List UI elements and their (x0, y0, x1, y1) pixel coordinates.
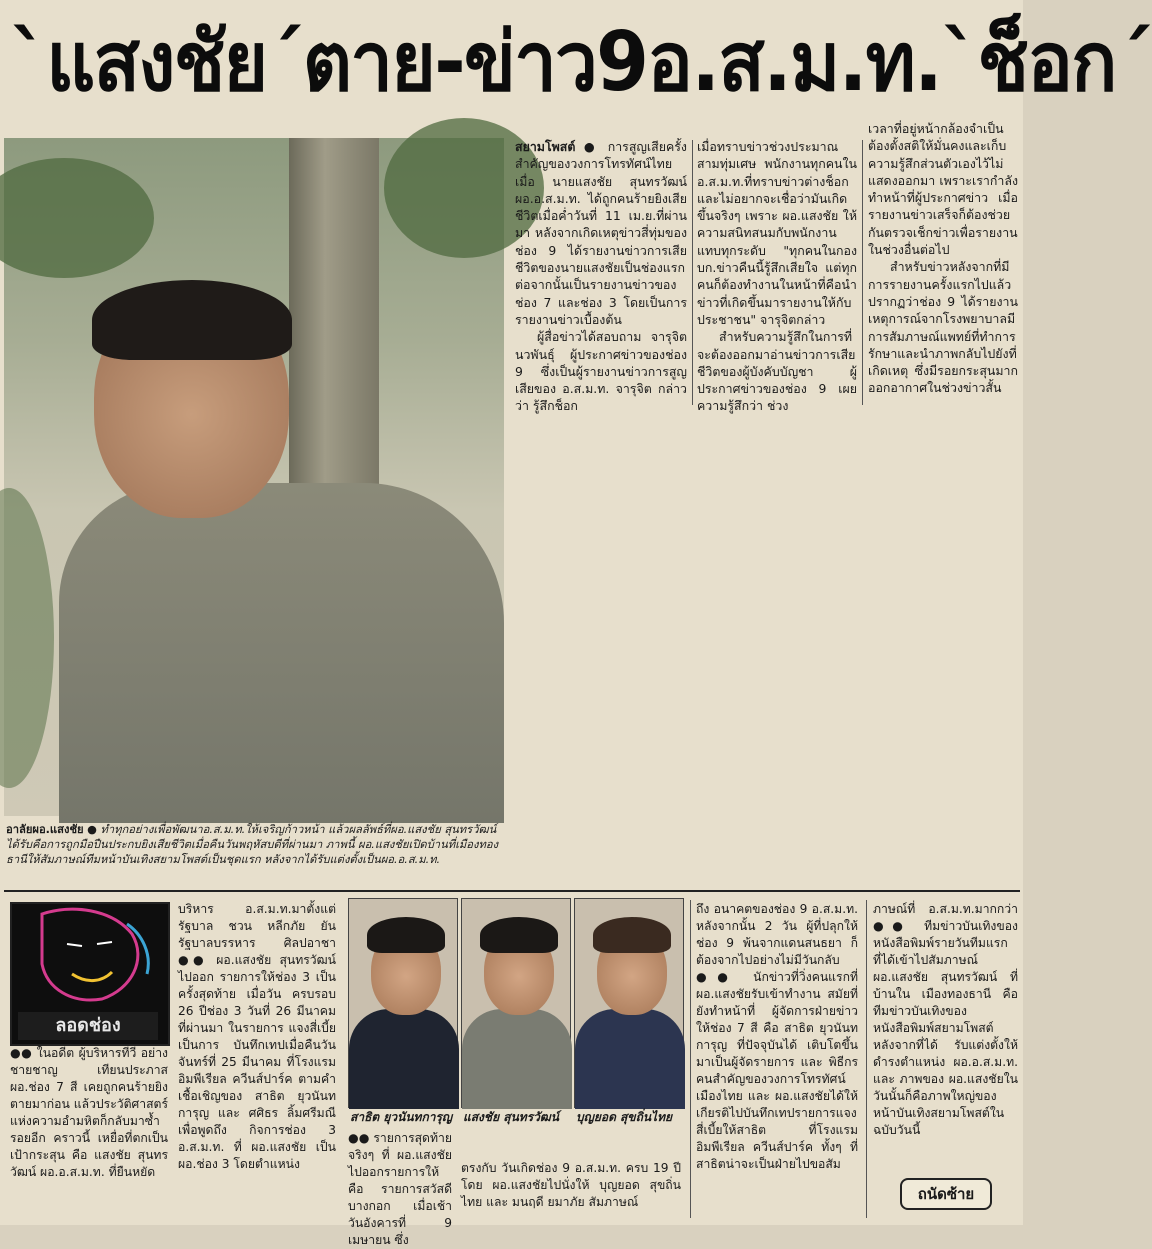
hair (593, 917, 671, 953)
lodchong-column-5 (696, 901, 858, 1173)
column-divider (866, 900, 867, 1218)
portrait-boonyod (574, 898, 684, 1108)
suit (349, 1009, 459, 1109)
portrait-caption: แสงชัย สุนทรวัฒน์ (463, 1110, 559, 1124)
column-divider (692, 140, 693, 405)
hair (480, 917, 558, 953)
paragraph: ตรงกับ วันเกิดช่อง 9 อ.ส.ม.ท. ครบ 19 ปี โดย ผอ.แสงชัยไปนั่งให้ บุญยอด สุขถิ่นไทย และ มนฤดี ยมาภัย สัมภาษณ์ (461, 1161, 681, 1209)
column-divider (690, 900, 691, 1218)
portrait-caption: บุญยอด สุขถิ่นไทย (576, 1110, 673, 1124)
jacket (575, 1009, 685, 1109)
paragraph: เมื่อทราบข่าวช่วงประมาณสามทุ่มเศษ พนักงานทุกคนใน อ.ส.ม.ท.ที่ทราบข่าวต่างช็อกและไม่อยากจะเชื่อว่ามันเกิดขึ้นจริงๆ เพราะ ผอ.แสงชัย ให้ความสนิทสนมกับพนักงานแทบทุกระดับ "ทุกคนในกอง บก.ข่าวคืนนี้รู้สึกเสียใจ แต่ทุกคนก็ต้องทำงานในหน้าที่คือนำข่าวที่เกิดขึ้นมารายงานให้กับประชาชน" จารุจิตกล่าว (697, 139, 857, 327)
caption-text: ● ทำทุกอย่างเพื่อพัฒนาอ.ส.ม.ท.ให้เจริญก้าวหน้า แล้วผลลัพธ์ที่ผอ.แสงชัย สุนทรวัฒน์ได้รับคือการถูกมือปืนประกบยิงเสียชีวิตเมื่อคืนวันพฤหัสบดีที่ผ่านมา ภาพนี้ ผอ.แสงชัยเปิดบ้านที่เมืองทองธานีให้สัมภาษณ์ทีมหน้าบันเทิงสยามโพสต์เป็นชุดแรก หลังจากได้รับแต่งตั้งเป็นผอ.อ.ส.ม.ท. (6, 823, 499, 866)
hair (367, 917, 445, 953)
main-photo (4, 138, 504, 816)
byline: สยามโพสต์ (515, 139, 576, 154)
paragraph: ●● ในอดีต ผู้บริหารทีวี อย่าง ชายชาญ เทียนประภาส ผอ.ช่อง 7 สี เคยถูกคนร้ายยิงตายมาก่อน แล้วประวัติศาสตร์แห่งความอำมหิตก็กลับมาซ้ำรอยอีก คราวนี้ เหยื่อที่ตกเป็นเป้ากระสุน คือ แสงชัย สุนทรวัฒน์ ผอ.อ.ส.ม.ท. ที่ยืนหยัด (10, 1046, 168, 1179)
lodchong-column-6 (873, 901, 1018, 1139)
continued-tab: ถนัดซ้าย (900, 1178, 992, 1210)
paragraph: เวลาที่อยู่หน้ากล้องจำเป็นต้องตั้งสติให้มั่นคงและเก็บความรู้สึกส่วนตัวเองไว้ไม่แสดงออกมา เพราะเรากำลังทำหน้าที่ผู้ประกาศข่าว เมื่อรายงานข่าวเสร็จก็ต้องช่วยกันตรวจเช็กข่าวเพื่อรายงานในช่วงอื่นต่อไป (868, 121, 1018, 258)
article-column-2 (697, 138, 857, 415)
portrait-saengchai (461, 898, 571, 1108)
paragraph: ● การสูญเสียครั้งสำคัญของวงการโทรทัศน์ไทย เมื่อ นายแสงชัย สุนทรวัฒน์ ผอ.อ.ส.ม.ท. ได้ถูกคนร้ายยิงเสียชีวิตเมื่อค่ำวันที่ 11 เม.ย.ที่ผ่านมา หลังจากเกิดเหตุข่าวสี่ทุ่มของช่อง 9 ได้รายงานข่าวการเสียชีวิตของนายแสงชัยเป็นช่องแรก ต่อจากนั้นเป็นรายงานข่าวของช่อง 7 และช่อง 3 โดยเป็นการรายงานข่าวเบื้องต้น (515, 139, 687, 327)
person-body (59, 483, 504, 823)
headline: `แสงชัย´ตาย-ข่าว9อ.ส.ม.ท.`ช็อก´ (10, 15, 1152, 110)
paragraph: สำหรับความรู้สึกในการที่จะต้องออกมาอ่านข่าวการเสียชีวิตของผู้บังคับบัญชา ผู้ประกาศข่าวของช่อง 9 เผยความรู้สึกว่า ช่วง (697, 329, 857, 414)
lodchong-column-3 (348, 1130, 452, 1249)
portrait-caption: สาธิต ยุวนันทการุญ (350, 1110, 453, 1124)
paragraph: สำหรับข่าวหลังจากที่มีการรายงานครั้งแรกไปแล้วปรากฏว่าช่อง 9 ได้รายงานเหตุการณ์จากโรงพยาบาลมีการสัมภาษณ์แพทย์ที่ทำการรักษาและนำภาพกลับไปยังที่เกิดเหตุ ซึ่งมีรอยกระสุนมากออกอากาศในช่วงข่าวสั้น (868, 259, 1018, 396)
article-column-3 (868, 120, 1018, 397)
lodchong-column-4 (461, 1160, 681, 1211)
lodchong-column-1 (10, 1045, 168, 1181)
paragraph: บริหาร อ.ส.ม.ท.มาตั้งแต่รัฐบาล ชวน หลีกภัย ยัน รัฐบาลบรรหาร ศิลปอาชา ●● ผอ.แสงชัย สุนทรวัฒน์ ไปออก รายการให้ช่อง 3 เป็นครั้งสุดท้าย เมื่อวัน ครบรอบ 26 ปีช่อง 3 วันที่ 26 มีนาคมที่ผ่านมา ในรายการ แจงสี่เบี้ย เป็นการ บันทึกเทปเมื่อคืนวันจันทร์ที่ 25 มีนาคม ที่โรงแรมอิมพีเรียล ควีนส์ปาร์ค ตามคำเชื้อเชิญของ สาธิต ยุวนันทการุญ และ ศศิธร ลิ้มศรีมณี เพื่อพูดถึง กิจการช่อง 3 อ.ส.ม.ท. ที่ ผอ.แสงชัย เป็น ผอ.ช่อง 3 โดยตำแหน่ง (178, 902, 336, 1171)
paragraph: ถึง อนาคตของช่อง 9 อ.ส.ม.ท. หลังจากนั้น 2 วัน ผู้ที่ปลุกให้ช่อง 9 พ้นจากแดนสนธยา ก็ต้องจากไปอย่างไม่มีวันกลับ ●● นักข่าวที่วิ่งคนแรกที่ ผอ.แสงชัยรับเข้าทำงาน สมัยที่ยังทำหน้าที่ ผู้จัดการฝ่ายข่าวให้ช่อง 7 สี คือ สาธิต ยุวนันทการุญ ที่ปัจจุบันได้ เติบโตขึ้นมาเป็นผู้จัดรายการ และ พิธีกรคนสำคัญของวงการโทรทัศน์เมืองไทย และ ผอ.แสงชัยได้ให้เกียรติไปบันทึกเทปรายการแจงสี่เบี้ยให้สาธิต ที่โรงแรมอิมพีเรียล ควีนส์ปาร์ค ทั้งๆ ที่สาธิตน่าจะเป็นฝ่ายไปขอสัม (696, 902, 858, 1171)
caption-lead: อาลัยผอ.แสงชัย (6, 823, 84, 836)
person-hair (92, 280, 292, 360)
face-sketch-icon (12, 904, 168, 1014)
lodchong-logo (10, 902, 170, 1046)
palm-frond (0, 488, 54, 788)
paragraph: ผู้สื่อข่าวได้สอบถาม จารุจิต นวพันธุ์ ผู้ประกาศข่าวของช่อง 9 ซึ่งเป็นผู้รายงานข่าวการสูญเสียของ อ.ส.ม.ท. จารุจิต กล่าวว่า รู้สึกช็อก (515, 329, 687, 414)
palm-frond (0, 158, 154, 278)
paragraph: ภาษณ์ที่ อ.ส.ม.ท.มากกว่า ●● ทีมข่าวบันเทิงของหนังสือพิมพ์รายวันทีมแรก ที่ได้เข้าไปสัมภาษณ์ ผอ.แสงชัย สุนทรวัฒน์ ที่บ้านใน เมืองทองธานี คือทีมข่าวบันเทิงของ หนังสือพิมพ์สยามโพสต์ หลังจากที่ได้ รับแต่งตั้งให้ดำรงตำแหน่ง ผอ.อ.ส.ม.ท. และ ภาพของ ผอ.แสงชัยในวันนั้นก็คือภาพใหญ่ของหน้าบันเทิงสยามโพสต์ในฉบับวันนี้ (873, 902, 1018, 1137)
article-column-1 (515, 138, 687, 415)
section-divider (4, 890, 1020, 892)
column-divider (862, 140, 863, 405)
shirt (462, 1009, 572, 1109)
lodchong-column-2 (178, 901, 336, 1173)
portrait-sathit (348, 898, 458, 1108)
photo-caption (6, 822, 504, 882)
paragraph: ●● รายการสุดท้ายจริงๆ ที่ ผอ.แสงชัยไปออกรายการให้ คือ รายการสวัสดีบางกอก เมื่อเช้า วันอังคารที่ 9 เมษายน ซึ่ง (348, 1131, 452, 1247)
lodchong-title: ลอดช่อง (18, 1012, 158, 1040)
